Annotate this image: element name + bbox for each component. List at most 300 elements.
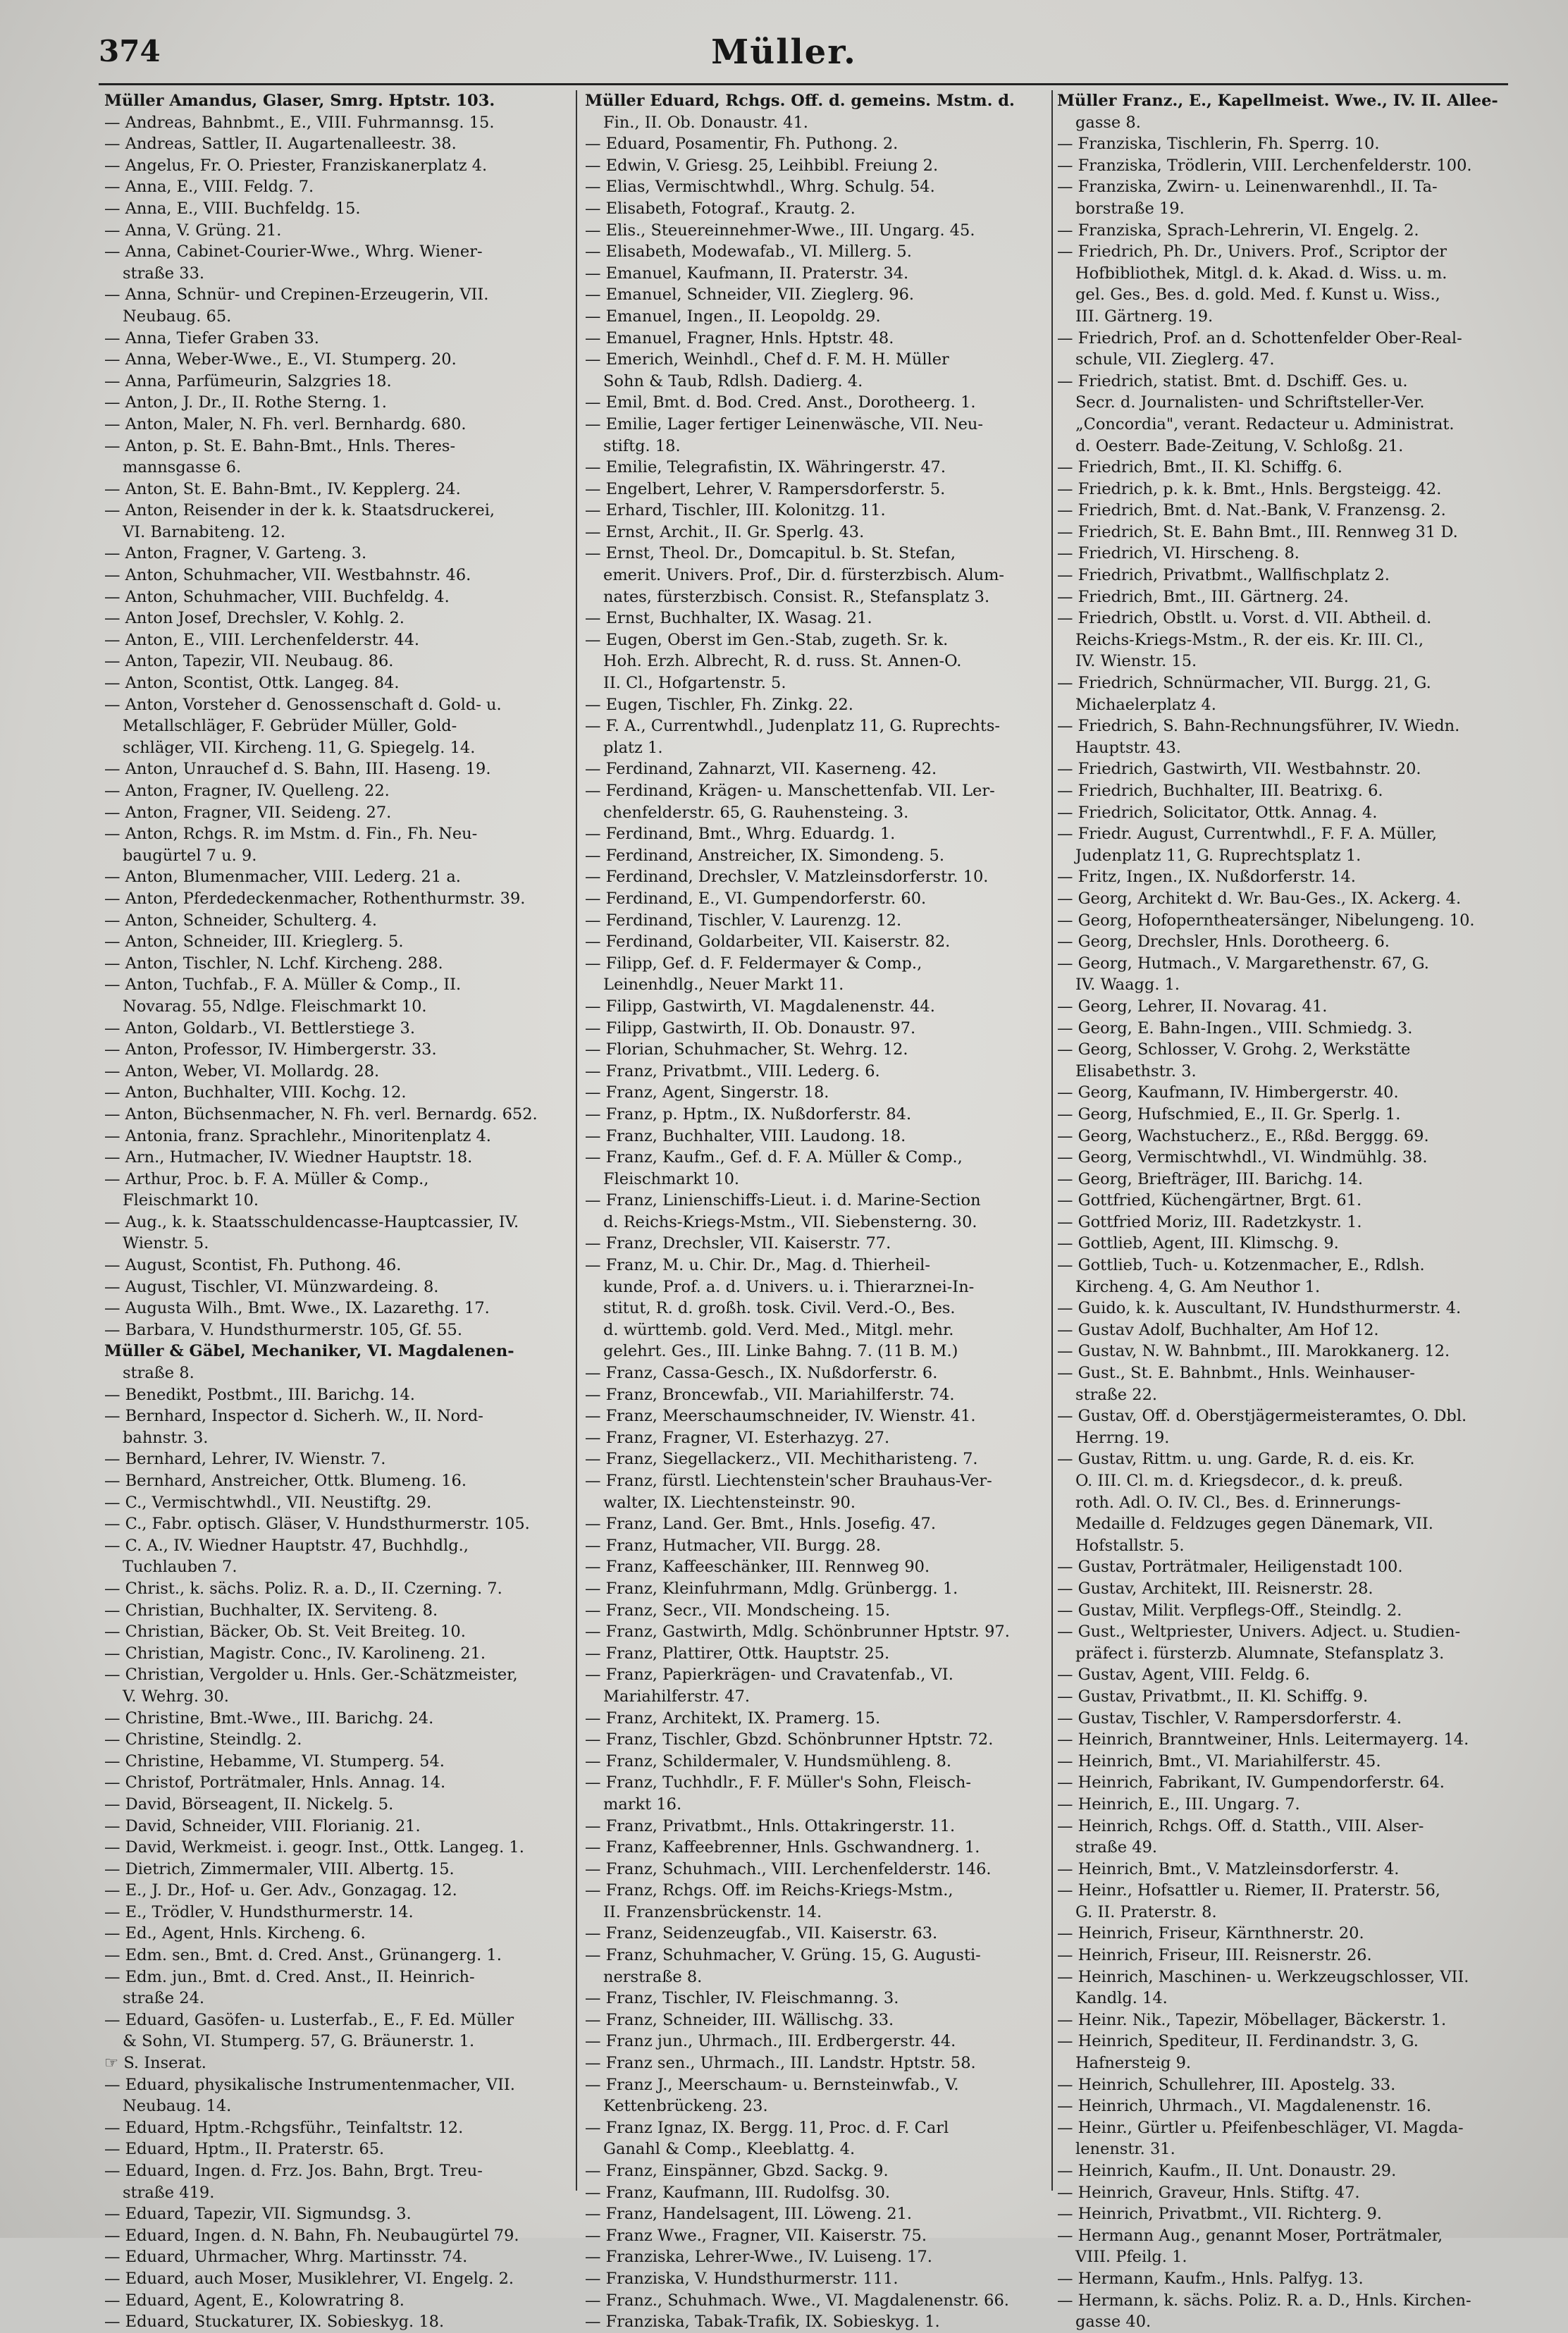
directory-entry-line: — Franz, Schneider, III. Wällischg. 33. [585,2010,894,2029]
directory-entry-line: — Eduard, Tapezir, VII. Sigmundsg. 3. [104,2205,412,2224]
directory-entry-line: — Franz, Drechsler, VII. Kaiserstr. 77. [585,1234,891,1253]
directory-entry-line: Hofbibliothek, Mitgl. d. k. Akad. d. Wiss. u. m. [1075,264,1447,283]
directory-entry-line: — Eduard, Agent, E., Kolowratring 8. [104,2291,405,2310]
directory-entry-line: — Franz, Buchhalter, VIII. Laudong. 18. [585,1126,906,1145]
directory-entry-line: Reichs-Kriegs-Mstm., R. der eis. Kr. III. Cl., [1075,630,1424,649]
directory-entry-line: — Gustav, Off. d. Oberstjägermeisteramtes, O. Dbl. [1057,1407,1467,1426]
page-header [0,28,1568,78]
column-right [1057,90,1533,2332]
directory-entry-line: — Franz, Kleinfuhrmann, Mdlg. Grünbergg. 1. [585,1579,958,1598]
directory-entry-line: — Anton, Schuhmacher, VIII. Buchfeldg. 4. [104,587,450,606]
directory-entry-line: straße 8. [123,1364,195,1383]
directory-entry-line: — Anton, Weber, VI. Mollardg. 28. [104,1061,380,1081]
directory-entry-line: — Franz, Tischler, IV. Fleischmanng. 3. [585,1989,899,2008]
directory-entry-line: nerstraße 8. [603,1967,703,1986]
directory-entry-line: — Franz, Tischler, Gbzd. Schönbrunner Hptstr. 72. [585,1730,994,1749]
directory-entry-line: — Friedrich, Gastwirth, VII. Westbahnstr. 20. [1057,760,1421,779]
directory-entry-line: roth. Adl. O. IV. Cl., Bes. d. Erinnerungs- [1075,1493,1401,1512]
directory-entry-line: — David, Werkmeist. i. geogr. Inst., Ottk. Langeg. 1. [104,1838,524,1857]
directory-entry-line: — Edm. jun., Bmt. d. Cred. Anst., II. Heinrich- [104,1967,475,1986]
directory-entry-line: gelehrt. Ges., III. Linke Bahng. 7. (11 B. M.) [603,1342,958,1361]
directory-entry-line: — Anna, E., VIII. Feldg. 7. [104,178,314,197]
directory-entry-line: — Franz, Einspänner, Gbzd. Sackg. 9. [585,2162,889,2180]
directory-entry-line: Fleischmarkt 10. [123,1191,259,1210]
directory-entry-line: G. II. Praterstr. 8. [1075,1902,1217,1921]
directory-entry-line: — Aug., k. k. Staatsschuldencasse-Hauptcassier, IV. [104,1212,519,1231]
directory-entry-line: — Georg, Kaufmann, IV. Himbergerstr. 40. [1057,1083,1399,1102]
directory-entry-line: — Ferdinand, Anstreicher, IX. Simondeng. 5. [585,846,944,865]
directory-entry-line: Elisabethstr. 3. [1075,1061,1197,1081]
directory-entry-line: — Franziska, Zwirn- u. Leinenwarenhdl., II. Ta- [1057,178,1438,197]
directory-entry-line: — Heinrich, Bmt., V. Matzleinsdorferstr. 4. [1057,1859,1400,1878]
directory-entry-line: — Anton, Schuhmacher, VII. Westbahnstr. 46. [104,566,471,585]
directory-entry-line: — Friedrich, statist. Bmt. d. Dschiff. Ges. u. [1057,371,1408,390]
directory-entry-line: — Georg, Architekt d. Wr. Bau-Ges., IX. Ackerg. 4. [1057,889,1462,908]
directory-entry-line: nates, fürsterzbisch. Consist. R., Stefansplatz 3. [603,587,990,606]
directory-entry-line: — Friedrich, VI. Hirscheng. 8. [1057,544,1300,563]
directory-entry-line: Fleischmarkt 10. [603,1169,740,1188]
directory-entry-line: — Barbara, V. Hundsthurmerstr. 105, Gf. 55. [104,1320,463,1339]
directory-entry-line: — Anton, Goldarb., VI. Bettlerstiege 3. [104,1018,416,1038]
directory-entry-line: straße 419. [123,2183,215,2202]
directory-entry-line: baugürtel 7 u. 9. [123,846,257,865]
directory-entry-line: Kandlg. 14. [1075,1989,1168,2008]
directory-entry-line: — C. A., IV. Wiedner Hauptstr. 47, Buchhdlg., [104,1536,469,1555]
directory-entry-line: — Emanuel, Ingen., II. Leopoldg. 29. [585,307,881,326]
directory-entry-line: — Franz, Fragner, VI. Esterhazyg. 27. [585,1428,890,1447]
directory-entry-line: — Franz, Handelsagent, III. Löweng. 21. [585,2205,913,2224]
directory-entry-line: — Hermann, Kaufm., Hnls. Palfyg. 13. [1057,2269,1364,2288]
directory-entry-line: — Antonia, franz. Sprachlehr., Minoritenplatz 4. [104,1126,491,1145]
directory-entry-line: — Georg, Drechsler, Hnls. Dorotheerg. 6. [1057,932,1390,952]
directory-entry-line: — Fritz, Ingen., IX. Nußdorferstr. 14. [1057,868,1356,887]
directory-entry-line: Kircheng. 4, G. Am Neuthor 1. [1075,1277,1321,1296]
directory-entry-line: — Eduard, physikalische Instrumentenmacher, VII. [104,2075,515,2094]
directory-entry-line: — Gustav, N. W. Bahnbmt., III. Marokkanerg. 12. [1057,1342,1450,1361]
directory-entry-line: — Gust., Weltpriester, Univers. Adject. u. Studien- [1057,1623,1461,1642]
directory-entry-line: — Anna, V. Grüng. 21. [104,221,282,240]
directory-entry-line: — Anton, Pferdedeckenmacher, Rothenthurmstr. 39. [104,889,526,908]
directory-entry-line: — Benedikt, Postbmt., III. Barichg. 14. [104,1385,415,1404]
directory-entry-line: — Friedrich, Schnürmacher, VII. Burgg. 21, G. [1057,674,1431,693]
directory-entry-line: — E., Trödler, V. Hundsthurmerstr. 14. [104,1902,414,1921]
directory-entry-line: — Friedrich, Ph. Dr., Univers. Prof., Scriptor der [1057,242,1447,261]
directory-entry-line: — Franz, Cassa-Gesch., IX. Nußdorferstr. 6. [585,1364,938,1383]
directory-entry-line: — Heinrich, Graveur, Hnls. Stiftg. 47. [1057,2183,1360,2202]
directory-entry-line: — Heinrich, Rchgs. Off. d. Statth., VIII. Alser- [1057,1816,1424,1835]
directory-entry-line: gel. Ges., Bes. d. gold. Med. f. Kunst u. Wiss., [1075,285,1440,304]
directory-entry-line: — Ferdinand, E., VI. Gumpendorferstr. 60. [585,889,927,908]
directory-entry-line: — Franz, Gastwirth, Mdlg. Schönbrunner Hptstr. 97. [585,1623,1010,1642]
directory-entry-line: — Franz, Kaufm., Gef. d. F. A. Müller & Comp., [585,1148,963,1167]
directory-entry-line: — Eduard, Hptm.-Rchgsführ., Teinfaltstr. 12. [104,2118,464,2137]
directory-entry-line: II. Cl., Hofgartenstr. 5. [603,674,786,693]
column-left [104,90,566,2332]
directory-entry-line: — Christine, Bmt.-Wwe., III. Barichg. 24. [104,1709,434,1728]
directory-entry-line: — Franziska, Trödlerin, VIII. Lerchenfelderstr. 100. [1057,156,1472,175]
directory-entry-line: — Franz, Kaffeeschänker, III. Rennweg 90. [585,1558,930,1577]
directory-entry-line: — Anton, Fragner, IV. Quelleng. 22. [104,782,390,800]
directory-entry-line: — Franz, Tuchhdlr., F. F. Müller's Sohn, Fleisch- [585,1773,972,1792]
directory-entry-line: V. Wehrg. 30. [123,1687,229,1706]
directory-entry-line: — Florian, Schuhmacher, St. Wehrg. 12. [585,1040,908,1059]
directory-entry-line: — Friedrich, Bmt., II. Kl. Schiffg. 6. [1057,458,1342,477]
directory-entry-line: — Franz, fürstl. Liechtenstein'scher Brauhaus-Ver- [585,1472,992,1490]
directory-entry-line: — Gottfried Moriz, III. Radetzkystr. 1. [1057,1212,1362,1231]
directory-entry-line: — Emerich, Weinhdl., Chef d. F. M. H. Müller [585,350,949,369]
directory-entry-line: gasse 8. [1075,113,1141,132]
directory-entry-line: — Anton, Tuchfab., F. A. Müller & Comp., II. [104,975,462,995]
directory-entry-line: — Anna, Weber-Wwe., E., VI. Stumperg. 20. [104,350,457,369]
directory-entry-line: — Ernst, Buchhalter, IX. Wasag. 21. [585,609,872,628]
directory-entry-line: VI. Barnabiteng. 12. [123,522,285,541]
directory-entry-line: — Friedrich, Privatbmt., Wallfischplatz 2. [1057,566,1390,585]
directory-entry-line: — Georg, Schlosser, V. Grohg. 2, Werkstätte [1057,1040,1411,1059]
directory-entry-line: — E., J. Dr., Hof- u. Ger. Adv., Gonzagag. 12. [104,1881,457,1900]
directory-entry-line: — Anton, Fragner, V. Garteng. 3. [104,544,367,563]
directory-entry-line: — Franz, Broncewfab., VII. Mariahilferstr. 74. [585,1385,955,1404]
column-middle [585,90,1047,2332]
directory-entry-line: — Franz, Kaffeebrenner, Hnls. Gschwandnerg. 1. [585,1838,980,1857]
directory-entry-line: emerit. Univers. Prof., Dir. d. fürsterzbisch. Alum- [603,566,1005,585]
directory-entry-line: — Georg, Wachstucherz., E., Rßd. Berggg. 69. [1057,1126,1429,1145]
directory-entry-line: lenenstr. 31. [1075,2140,1175,2159]
directory-entry-line: Müller & Gäbel, Mechaniker, VI. Magdalenen- [104,1342,514,1361]
directory-entry-line: — David, Börseagent, II. Nickelg. 5. [104,1795,394,1814]
directory-entry-line: — Anton, Schneider, Schulterg. 4. [104,911,378,930]
directory-entry-line: — Edm. sen., Bmt. d. Cred. Anst., Grünangerg. 1. [104,1946,502,1965]
directory-entry-line: — C., Fabr. optisch. Gläser, V. Hundsthurmerstr. 105. [104,1515,530,1534]
directory-entry-line: — Elisabeth, Fotograf., Krautg. 2. [585,199,856,218]
directory-entry-line: — Eduard, Ingen. d. N. Bahn, Fh. Neubaugürtel 79. [104,2226,519,2245]
directory-entry-line: ☞ S. Inserat. [104,2054,206,2073]
page-number: 374 [99,34,161,68]
directory-entry-line: — Friedrich, Bmt., III. Gärtnerg. 24. [1057,587,1349,606]
directory-entry-line: markt 16. [603,1795,682,1814]
directory-entry-line: — Franz, Papierkrägen- und Cravatenfab., VI. [585,1666,953,1685]
directory-entry-line: Müller Amandus, Glaser, Smrg. Hptstr. 103. [104,92,495,110]
directory-entry-line: — Friedrich, p. k. k. Bmt., Hnls. Bergsteigg. 42. [1057,479,1442,498]
directory-entry-line: — Heinrich, Spediteur, II. Ferdinandstr. 3, G. [1057,2032,1419,2051]
directory-entry-line: — Hermann Aug., genannt Moser, Porträtmaler, [1057,2226,1443,2245]
column-divider [576,90,577,2191]
directory-entry-line: — Franz, Rchgs. Off. im Reichs-Kriegs-Mstm., [585,1881,953,1900]
directory-entry-line: — Heinr., Hofsattler u. Riemer, II. Praterstr. 56, [1057,1881,1440,1900]
directory-entry-line: — Gust., St. E. Bahnbmt., Hnls. Weinhauser- [1057,1364,1415,1383]
directory-entry-line: — Georg, Hufschmied, E., II. Gr. Sperlg. 1. [1057,1104,1401,1124]
directory-entry-line: — Eduard, Posamentir, Fh. Puthong. 2. [585,135,899,154]
directory-entry-line: — Heinrich, Maschinen- u. Werkzeugschlosser, VII. [1057,1967,1469,1986]
directory-entry-line: — Ferdinand, Zahnarzt, VII. Kaserneng. 42. [585,760,937,779]
directory-entry-line: — Franziska, Tischlerin, Fh. Sperrg. 10. [1057,135,1380,154]
directory-entry-line: — Anton, Professor, IV. Himbergerstr. 33. [104,1040,437,1059]
directory-entry-line: — Franz Ignaz, IX. Bergg. 11, Proc. d. F. Carl [585,2118,949,2137]
directory-entry-line: straße 33. [123,264,205,283]
directory-entry-line: & Sohn, VI. Stumperg. 57, G. Bräunerstr. 1. [123,2032,475,2051]
directory-entry-line: Neubaug. 14. [123,2097,232,2116]
directory-entry-line: — Emanuel, Schneider, VII. Zieglerg. 96. [585,285,915,304]
directory-entry-line: — Georg, Lehrer, II. Novarag. 41. [1057,997,1328,1016]
directory-entry-line: — Franz, Seidenzeugfab., VII. Kaiserstr. 63. [585,1924,938,1943]
directory-entry-line: — Christian, Buchhalter, IX. Serviteng. 8. [104,1601,438,1620]
directory-entry-line: — Ferdinand, Goldarbeiter, VII. Kaiserstr. 82. [585,932,951,952]
directory-entry-line: — Gustav Adolf, Buchhalter, Am Hof 12. [1057,1320,1379,1339]
directory-entry-line: — Franz, Schuhmacher, V. Grüng. 15, G. Augusti- [585,1946,981,1965]
directory-entry-line: — Anton, St. E. Bahn-Bmt., IV. Kepplerg. 24. [104,479,461,498]
directory-entry-line: — Ernst, Theol. Dr., Domcapitul. b. St. Stefan, [585,544,956,563]
directory-entry-line: — Gottlieb, Agent, III. Klimschg. 9. [1057,1234,1339,1253]
directory-entry-line: IV. Wienstr. 15. [1075,652,1197,671]
directory-entry-line: — Christof, Porträtmaler, Hnls. Annag. 14. [104,1773,446,1792]
directory-entry-line: straße 24. [123,1989,205,2008]
directory-entry-line: — Anna, E., VIII. Buchfeldg. 15. [104,199,361,218]
directory-entry-line: — Andreas, Bahnbmt., E., VIII. Fuhrmannsg. 15. [104,113,495,132]
directory-entry-line: — Franz Wwe., Fragner, VII. Kaiserstr. 75. [585,2226,927,2245]
directory-entry-line: — Emilie, Lager fertiger Leinenwäsche, VII. Neu- [585,414,983,433]
directory-entry-line: — Anton, Schneider, III. Krieglerg. 5. [104,932,404,952]
directory-entry-line: — Augusta Wilh., Bmt. Wwe., IX. Lazarethg. 17. [104,1299,490,1318]
directory-entry-line: — Anton, Vorsteher d. Genossenschaft d. Gold- u. [104,695,502,714]
directory-entry-line: — Friedrich, Bmt. d. Nat.-Bank, V. Franzensg. 2. [1057,501,1446,520]
directory-entry-line: — Anton, Reisender in der k. k. Staatsdruckerei, [104,501,495,520]
directory-entry-line: — Gustav, Rittm. u. ung. Garde, R. d. eis. Kr. [1057,1450,1415,1469]
directory-entry-line: — Franziska, Lehrer-Wwe., IV. Luiseng. 17. [585,2248,932,2267]
directory-entry-line: — Friedrich, Solicitator, Ottk. Annag. 4. [1057,803,1378,822]
directory-entry-line: — Anton, p. St. E. Bahn-Bmt., Hnls. Theres- [104,436,456,455]
directory-entry-line: — Friedrich, S. Bahn-Rechnungsführer, IV. Wiedn. [1057,717,1460,736]
directory-entry-line: — Gustav, Agent, VIII. Feldg. 6. [1057,1666,1310,1685]
directory-entry-line: — Dietrich, Zimmermaler, VIII. Albertg. 15. [104,1859,455,1878]
directory-entry-line: — Eduard, Gasöfen- u. Lusterfab., E., F. Ed. Müller [104,2010,514,2029]
directory-entry-line: Novarag. 55, Ndlge. Fleischmarkt 10. [123,997,427,1016]
directory-entry-line: — August, Scontist, Fh. Puthong. 46. [104,1256,402,1275]
directory-entry-line: — Heinrich, Fabrikant, IV. Gumpendorferstr. 64. [1057,1773,1445,1792]
directory-entry-line: — Ferdinand, Bmt., Whrg. Eduardg. 1. [585,825,896,844]
directory-entry-line: — Heinrich, Privatbmt., VII. Richterg. 9. [1057,2205,1382,2224]
directory-entry-line: — Gustav, Milit. Verpflegs-Off., Steindlg. 2. [1057,1601,1402,1620]
column-divider [1051,90,1053,2191]
directory-entry-line: — Arn., Hutmacher, IV. Wiedner Hauptstr. 18. [104,1148,473,1167]
directory-entry-line: stiftg. 18. [603,436,681,455]
directory-entry-line: — Gustav, Architekt, III. Reisnerstr. 28. [1057,1579,1373,1598]
directory-entry-line: — Franz., Schuhmach. Wwe., VI. Magdalenenstr. 66. [585,2291,1009,2310]
directory-entry-line: — Anton Josef, Drechsler, V. Kohlg. 2. [104,609,405,628]
directory-entry-line: — Heinrich, Uhrmach., VI. Magdalenenstr. 16. [1057,2097,1432,2116]
directory-entry-line: — Bernhard, Inspector d. Sicherh. W., II. Nord- [104,1407,483,1426]
directory-entry-line: — Franz, Siegellackerz., VII. Mechitharisteng. 7. [585,1450,978,1469]
directory-entry-line: kunde, Prof. a. d. Univers. u. i. Thierarznei-In- [603,1277,975,1296]
directory-entry-line: — Anton, J. Dr., II. Rothe Sterng. 1. [104,393,387,412]
directory-entry-line: — Franziska, Tabak-Trafik, IX. Sobieskyg. 1. [585,2313,940,2332]
directory-entry-line: — Ferdinand, Krägen- u. Manschettenfab. VII. Ler- [585,782,995,800]
directory-entry-line: — Heinrich, Friseur, Kärnthnerstr. 20. [1057,1924,1364,1943]
directory-entry-line: schule, VII. Zieglerg. 47. [1075,350,1275,369]
directory-entry-line: — Christine, Hebamme, VI. Stumperg. 54. [104,1752,445,1771]
directory-entry-line: Herrng. 19. [1075,1428,1170,1447]
directory-entry-line: — Friedrich, Obstlt. u. Vorst. d. VII. Abtheil. d. [1057,609,1432,628]
directory-entry-line: Hofstallstr. 5. [1075,1536,1185,1555]
directory-entry-line: — Christ., k. sächs. Poliz. R. a. D., II. Czerning. 7. [104,1579,502,1598]
directory-entry-line: — August, Tischler, VI. Münzwardeing. 8. [104,1277,439,1296]
directory-entry-line: gasse 40. [1075,2313,1152,2332]
directory-entry-line: — Anna, Tiefer Graben 33. [104,328,319,347]
directory-entry-line: Sohn & Taub, Rdlsh. Dadierg. 4. [603,371,863,390]
directory-entry-line: — Georg, Vermischtwhdl., VI. Windmühlg. 38. [1057,1148,1428,1167]
directory-entry-line: — Bernhard, Lehrer, IV. Wienstr. 7. [104,1450,386,1469]
directory-entry-line: d. Oesterr. Bade-Zeitung, V. Schloßg. 21. [1075,436,1404,455]
directory-entry-line: Hafnersteig 9. [1075,2054,1192,2073]
directory-entry-line: platz 1. [603,738,663,757]
directory-entry-line: — C., Vermischtwhdl., VII. Neustiftg. 29. [104,1493,432,1512]
directory-entry-line: — Franz, p. Hptm., IX. Nußdorferstr. 84. [585,1104,912,1124]
directory-entry-line: — Anton, Unrauchef d. S. Bahn, III. Haseng. 19. [104,760,491,779]
directory-entry-line: — Christian, Bäcker, Ob. St. Veit Breiteg. 10. [104,1623,466,1642]
directory-entry-line: — David, Schneider, VIII. Florianig. 21. [104,1816,421,1835]
directory-entry-line: — Eduard, Uhrmacher, Whrg. Martinsstr. 74. [104,2248,468,2267]
directory-entry-line: — Anton, Fragner, VII. Seideng. 27. [104,803,392,822]
directory-entry-line: Tuchlauben 7. [123,1558,237,1577]
directory-entry-line: — Franziska, V. Hundsthurmerstr. 111. [585,2269,899,2288]
directory-entry-line: — Georg, Briefträger, III. Barichg. 14. [1057,1169,1364,1188]
directory-entry-line: chenfelderstr. 65, G. Rauhensteing. 3. [603,803,909,822]
directory-entry-line: — Filipp, Gastwirth, VI. Magdalenenstr. 44. [585,997,935,1016]
directory-entry-line: — Arthur, Proc. b. F. A. Müller & Comp., [104,1169,429,1188]
directory-entry-line: — Heinrich, Friseur, III. Reisnerstr. 26. [1057,1946,1372,1965]
directory-entry-line: — Eduard, auch Moser, Musiklehrer, VI. Engelg. 2. [104,2269,514,2288]
directory-entry-line: — Franz J., Meerschaum- u. Bernsteinwfab., V. [585,2075,959,2094]
directory-entry-line: Leinenhdlg., Neuer Markt 11. [603,975,844,995]
directory-entry-line: — Anna, Parfümeurin, Salzgries 18. [104,371,392,390]
directory-entry-line: — Emil, Bmt. d. Bod. Cred. Anst., Dorotheerg. 1. [585,393,976,412]
directory-entry-line: „Concordia", verant. Redacteur u. Administrat. [1075,414,1455,433]
directory-entry-line: — Erhard, Tischler, III. Kolonitzg. 11. [585,501,886,520]
directory-entry-line: — Anna, Cabinet-Courier-Wwe., Whrg. Wiener- [104,242,483,261]
directory-entry-line: — Franz, Plattirer, Ottk. Hauptstr. 25. [585,1644,890,1663]
directory-entry-line: — Filipp, Gastwirth, II. Ob. Donaustr. 97. [585,1018,916,1038]
directory-entry-line: — Ferdinand, Drechsler, V. Matzleinsdorferstr. 10. [585,868,989,887]
directory-entry-line: — Christian, Vergolder u. Hnls. Ger.-Schätzmeister, [104,1666,518,1685]
directory-entry-line: — Gustav, Porträtmaler, Heiligenstadt 100. [1057,1558,1403,1577]
directory-entry-line: — Ed., Agent, Hnls. Kircheng. 6. [104,1924,366,1943]
directory-entry-line: Hoh. Erzh. Albrecht, R. d. russ. St. Annen-O. [603,652,962,671]
directory-entry-line: — Georg, Hofoperntheatersänger, Nibelungeng. 10. [1057,911,1475,930]
directory-entry-line: — Franz sen., Uhrmach., III. Landstr. Hptstr. 58. [585,2054,976,2073]
directory-entry-line: IV. Waagg. 1. [1075,975,1180,995]
directory-entry-line: — Franz, Land. Ger. Bmt., Hnls. Josefig. 47. [585,1515,936,1534]
directory-entry-line: VIII. Pfeilg. 1. [1075,2248,1187,2267]
directory-entry-line: Fin., II. Ob. Donaustr. 41. [603,113,808,132]
directory-entry-line: mannsgasse 6. [123,458,242,477]
directory-entry-line: — Gustav, Tischler, V. Rampersdorferstr. 4. [1057,1709,1402,1728]
directory-entry-line: borstraße 19. [1075,199,1185,218]
directory-entry-line: — Andreas, Sattler, II. Augartenalleestr. 38. [104,135,457,154]
directory-entry-line: — Friedr. August, Currentwhdl., F. F. A. Müller, [1057,825,1437,844]
directory-entry-line: — Filipp, Gef. d. F. Feldermayer & Comp., [585,954,922,973]
directory-entry-line: — Franziska, Sprach-Lehrerin, VI. Engelg. 2. [1057,221,1419,240]
directory-entry-line: — Anton, Buchhalter, VIII. Kochg. 12. [104,1083,407,1102]
directory-entry-line: — Emanuel, Fragner, Hnls. Hptstr. 48. [585,328,894,347]
directory-entry-line: — Ernst, Archit., II. Gr. Sperlg. 43. [585,522,865,541]
directory-entry-line: — Franz, Kaufmann, III. Rudolfsg. 30. [585,2183,891,2202]
directory-entry-line: Neubaug. 65. [123,307,232,326]
directory-entry-line: — Franz, Hutmacher, VII. Burgg. 28. [585,1536,881,1555]
directory-entry-line: — Gottfried, Küchengärtner, Brgt. 61. [1057,1191,1362,1210]
directory-entry-line: — Franz, Meerschaumschneider, IV. Wienstr. 41. [585,1407,976,1426]
directory-entry-line: — Georg, E. Bahn-Ingen., VIII. Schmiedg. 3. [1057,1018,1413,1038]
directory-entry-line: Kettenbrückeng. 23. [603,2097,768,2116]
directory-entry-line: — Gustav, Privatbmt., II. Kl. Schiffg. 9. [1057,1687,1369,1706]
directory-entry-line: — Friedrich, Prof. an d. Schottenfelder Ober-Real- [1057,328,1462,347]
directory-entry-line: präfect i. fürsterzb. Alumnate, Stefansplatz 3. [1075,1644,1445,1663]
directory-entry-line: Mariahilferstr. 47. [603,1687,751,1706]
directory-entry-line: II. Franzensbrückenstr. 14. [603,1902,822,1921]
directory-entry-line: d. württemb. gold. Verd. Med., Mitgl. mehr. [603,1320,954,1339]
directory-entry-line: — Eduard, Hptm., II. Praterstr. 65. [104,2140,385,2159]
directory-entry-line: — Hermann, k. sächs. Poliz. R. a. D., Hnls. Kirchen- [1057,2291,1471,2310]
directory-entry-line: — Franz, Linienschiffs-Lieut. i. d. Marine-Section [585,1191,981,1210]
directory-entry-line: Müller Eduard, Rchgs. Off. d. gemeins. Mstm. d. [585,92,1015,110]
directory-entry-line: stitut, R. d. großh. tosk. Civil. Verd.-O., Bes. [603,1299,956,1318]
directory-entry-line: — Elis., Steuereinnehmer-Wwe., III. Ungarg. 45. [585,221,975,240]
directory-entry-line: — Friedrich, St. E. Bahn Bmt., III. Rennweg 31 D. [1057,522,1458,541]
directory-entry-line: — Anton, E., VIII. Lerchenfelderstr. 44. [104,630,420,649]
directory-entry-line: d. Reichs-Kriegs-Mstm., VII. Siebensterng. 30. [603,1212,977,1231]
directory-entry-line: — Franz, Schuhmach., VIII. Lerchenfelderstr. 146. [585,1859,992,1878]
header-rule [99,83,1508,85]
directory-entry-line: — Georg, Hutmach., V. Margarethenstr. 67, G. [1057,954,1429,973]
directory-entry-line: Secr. d. Journalisten- und Schriftsteller-Ver. [1075,393,1425,412]
directory-entry-line: — Eugen, Tischler, Fh. Zinkg. 22. [585,695,853,714]
directory-entry-line: Ganahl & Comp., Kleeblattg. 4. [603,2140,856,2159]
directory-entry-line: straße 22. [1075,1385,1158,1404]
directory-entry-line: — Franz, Agent, Singerstr. 18. [585,1083,829,1102]
directory-entry-line: — Eugen, Oberst im Gen.-Stab, zugeth. Sr. k. [585,630,949,649]
directory-entry-line: — Anton, Maler, N. Fh. verl. Bernhardg. 680. [104,414,467,433]
directory-entry-line: — Heinrich, Kaufm., II. Unt. Donaustr. 29. [1057,2162,1397,2180]
directory-entry-line: — Anton, Blumenmacher, VIII. Lederg. 21 a. [104,868,461,887]
directory-entry-line: — Eduard, Ingen. d. Frz. Jos. Bahn, Brgt. Treu- [104,2162,483,2180]
directory-entry-line: Judenplatz 11, G. Ruprechtsplatz 1. [1075,846,1362,865]
directory-entry-line: — Friedrich, Buchhalter, III. Beatrixg. 6. [1057,782,1383,800]
directory-entry-line: — Franz, M. u. Chir. Dr., Mag. d. Thierheil- [585,1256,930,1275]
directory-entry-line: — Anton, Tapezir, VII. Neubaug. 86. [104,652,394,671]
directory-entry-line: — Anton, Büchsenmacher, N. Fh. verl. Bernardg. 652. [104,1104,538,1124]
directory-entry-line: — Bernhard, Anstreicher, Ottk. Blumeng. 16. [104,1472,467,1490]
directory-entry-line: — Emanuel, Kaufmann, II. Praterstr. 34. [585,264,909,283]
directory-entry-line: — Heinrich, E., III. Ungarg. 7. [1057,1795,1300,1814]
directory-entry-line: — Elisabeth, Modewafab., VI. Millerg. 5. [585,242,912,261]
directory-entry-line: — Anton, Scontist, Ottk. Langeg. 84. [104,674,400,693]
directory-entry-line: — Christine, Steindlg. 2. [104,1730,302,1749]
directory-entry-line: — Heinrich, Bmt., VI. Mariahilferstr. 45. [1057,1752,1381,1771]
directory-entry-line: — Eduard, Stuckaturer, IX. Sobieskyg. 18. [104,2313,445,2332]
directory-entry-line: Michaelerplatz 4. [1075,695,1216,714]
directory-entry-line: — Heinr., Gürtler u. Pfeifenbeschläger, VI. Magda- [1057,2118,1464,2137]
directory-entry-line: — Franz, Privatbmt., Hnls. Ottakringerstr. 11. [585,1816,956,1835]
directory-entry-line: — Ferdinand, Tischler, V. Laurenzg. 12. [585,911,902,930]
running-head: Müller. [711,32,857,72]
directory-entry-line: straße 49. [1075,1838,1158,1857]
directory-entry-line: — Franz, Schildermaler, V. Hundsmühleng. 8. [585,1752,951,1771]
directory-entry-line: — Edwin, V. Griesg. 25, Leihbibl. Freiung 2. [585,156,939,175]
directory-entry-line: — Heinrich, Branntweiner, Hnls. Leitermayerg. 14. [1057,1730,1469,1749]
directory-entry-line: walter, IX. Liechtensteinstr. 90. [603,1493,856,1512]
directory-entry-line: Hauptstr. 43. [1075,738,1181,757]
directory-entry-line: O. III. Cl. m. d. Kriegsdecor., d. k. preuß. [1075,1472,1403,1490]
directory-entry-line: Metallschläger, F. Gebrüder Müller, Gold- [123,717,457,736]
directory-entry-line: — Christian, Magistr. Conc., IV. Karolineng. 21. [104,1644,486,1663]
directory-entry-line: — Anton, Rchgs. R. im Mstm. d. Fin., Fh. Neu- [104,825,478,844]
